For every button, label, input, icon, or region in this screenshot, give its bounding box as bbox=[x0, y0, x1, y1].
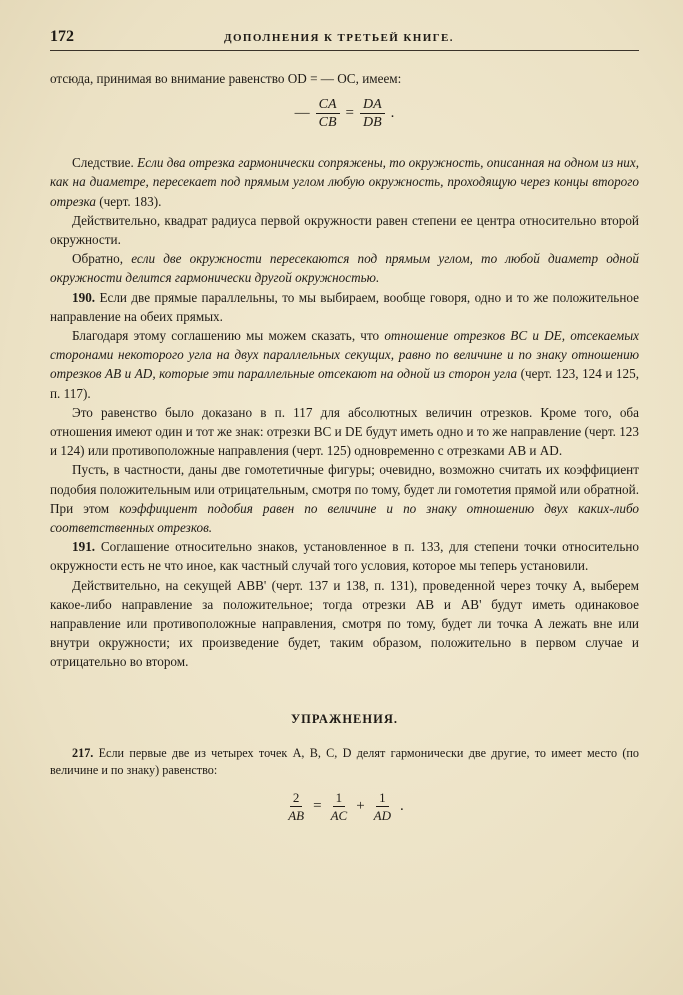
paragraph-italic: отношение отрезков BC и DE, отсекаемых сторонами некоторого угла на двух параллельных секущих, равно по величине и по знаку отношению отрезков AB и AD, которые эти параллельные отсекают на одной из сторон угла bbox=[50, 328, 639, 382]
section-number: 191. bbox=[72, 539, 96, 555]
paragraph-italic: коэффициент подобия равен по величине и по знаку отношению двух каких-либо соответственных отрезков. bbox=[50, 500, 639, 536]
paragraph-secant: Действительно, на секущей ABB' (черт. 137 и 138, п. 131), проведенной через точку A, выберем какое-либо направление за положительное; тогда отрезки AB и AB' будут иметь одинаковое направление или противоположные направления, смотря по тому, будет ли точка A лежать вне или внутри окружности; их произведение будет, таким образом, положительно в первом случае и отрицательно во втором. bbox=[50, 577, 639, 670]
exercises-heading: УПРАЖНЕНИЯ. bbox=[291, 711, 398, 726]
fraction-numerator: 1 bbox=[376, 789, 389, 807]
fraction-denominator: CB bbox=[318, 115, 337, 131]
exercise-statement: Если первые две из четырех точек A, B, C, D делят гармонически две другие, то имеет место (по величине и по знаку) равенство: bbox=[50, 745, 639, 777]
fraction-numerator: DA bbox=[360, 96, 385, 114]
fraction-numerator: 2 bbox=[290, 789, 303, 807]
exercise-number: 217. bbox=[72, 745, 94, 760]
paragraph-corollary bbox=[50, 153, 639, 211]
formula-minus: — bbox=[294, 105, 310, 122]
paragraph-lead: Благодаря этому соглашению мы можем сказать, что bbox=[72, 328, 380, 344]
formula-period: . bbox=[390, 105, 395, 122]
paragraph-equality: Это равенство было доказано в п. 117 для абсолютных величин отрезков. Кроме того, оба отношения имеют один и тот же знак: отрезки BC и DE будут иметь одно и то же направление (черт. 123 и 124) или противоположные направления (черт. 125) одновременно с отрезками AB и AD. bbox=[50, 404, 639, 459]
paragraph-191 bbox=[50, 537, 639, 575]
fraction-numerator: 1 bbox=[333, 789, 346, 807]
fraction-numerator: CA bbox=[316, 96, 340, 114]
paragraph-lead: Пусть, в частности, даны две гомотетичные фигуры; очевидно, возможно считать их коэффициент подобия положительным или отрицательным, смотря по тому, будет ли гомотетия прямой или обратной. При этом bbox=[50, 462, 639, 516]
fraction-da-db bbox=[360, 96, 385, 131]
paragraph-lead: Обратно, bbox=[72, 251, 124, 267]
paragraph-tail: (черт. 123, 124 и 125, п. 117). bbox=[50, 366, 639, 401]
formula-equals: = bbox=[313, 797, 322, 814]
paragraph-italic: если две окружности пересекаются под прямым углом, то любой диаметр одной окружности делится гармонически другой окружностью. bbox=[50, 251, 640, 286]
section-number: 190. bbox=[72, 289, 96, 305]
fraction-2-ab bbox=[285, 789, 307, 824]
fraction-denominator: DB bbox=[362, 115, 382, 131]
paragraph-lead: Следствие. bbox=[72, 155, 134, 171]
fraction-1-ac bbox=[328, 789, 351, 824]
paragraph-tail: (черт. 183). bbox=[95, 193, 162, 209]
intro-line: отсюда, принимая во внимание равенство OD = — OC, имеем: bbox=[50, 71, 402, 86]
formula-equals: = bbox=[345, 105, 354, 122]
exercise-text bbox=[50, 745, 639, 779]
formula-ratio bbox=[50, 96, 639, 131]
formula-period: . bbox=[400, 797, 404, 814]
fraction-ca-cb bbox=[316, 96, 340, 131]
fraction-denominator: AB bbox=[288, 807, 305, 823]
paragraph-proof: Действительно, квадрат радиуса первой окружности равен степени ее центра относительно второй окружности. bbox=[50, 212, 639, 248]
paragraph-agreement bbox=[50, 326, 639, 403]
running-head bbox=[50, 28, 639, 51]
paragraph-190 bbox=[50, 288, 639, 326]
paragraph-homothety bbox=[50, 460, 639, 537]
page-number: 172 bbox=[50, 28, 74, 45]
fraction-denominator: AC bbox=[330, 807, 348, 823]
paragraph-italic: Если два отрезка гармонически сопряжены, то окружность, описанная на одном из них, как на диаметре, пересекает под прямым углом любую окружность, проходящую через концы второго отрезка bbox=[50, 155, 640, 209]
paragraph-text: Если две прямые параллельны, то мы выбираем, вообще говоря, одно и то же положительное направление на обеих прямых. bbox=[50, 289, 639, 324]
fraction-1-ad bbox=[371, 789, 394, 824]
formula-harmonic bbox=[50, 789, 639, 824]
paragraph-text: Соглашение относительно знаков, установленное в п. 133, для степени точки относительно окружности есть не что иное, как частный случай того условия, которое мы теперь установили. bbox=[50, 539, 640, 574]
fraction-denominator: AD bbox=[373, 807, 392, 823]
exercise-217 bbox=[50, 745, 639, 779]
paragraph-converse bbox=[50, 249, 639, 287]
running-title: ДОПОЛНЕНИЯ К ТРЕТЬЕЙ КНИГЕ. bbox=[224, 32, 454, 44]
formula-plus: + bbox=[356, 797, 365, 814]
